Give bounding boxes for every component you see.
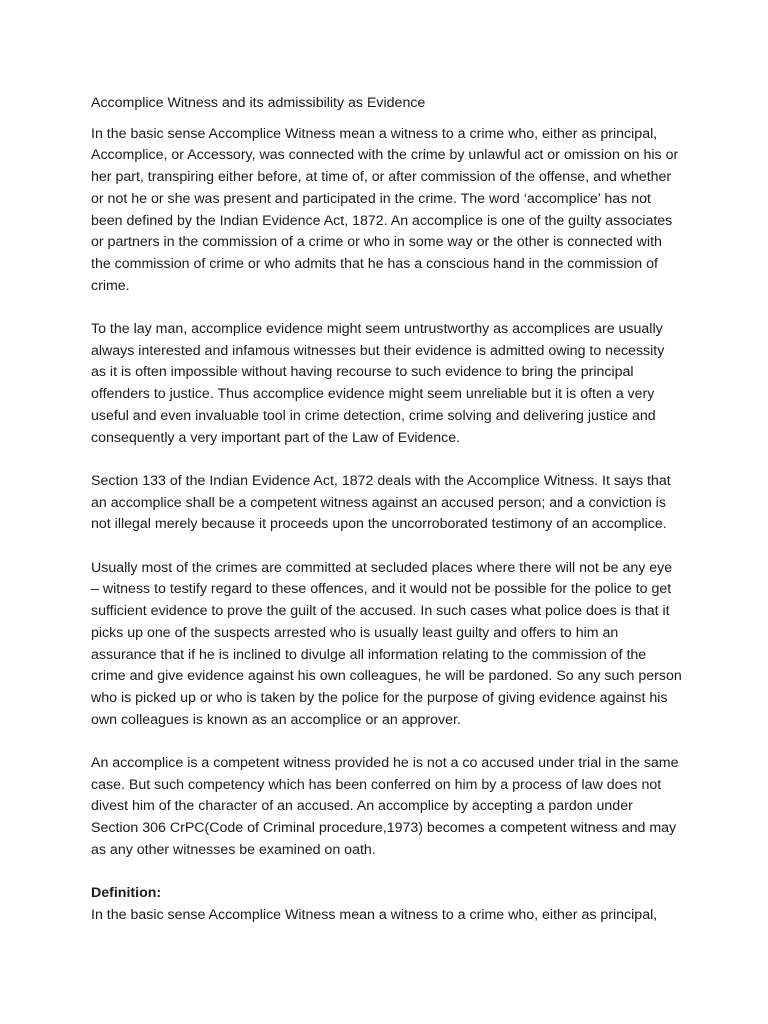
document-title: Accomplice Witness and its admissibility as Evidence xyxy=(91,95,426,111)
paragraph-competent-witness: An accomplice is a competent witness provided he is not a co accused under trial in the same case. But such competency which has been conferred on him by a process of law does not divest him of the character of an accused. An accomplice by accepting a pardon under Section 306 CrPC(Code of Criminal procedure,1973) becomes a competent witness and may as any other witnesses be examined on oath. xyxy=(91,755,679,858)
paragraph-accomplice-meaning: In the basic sense Accomplice Witness mean a witness to a crime who, either as principal, Accomplice, or Accessory, was connected with the crime by unlawful act or omission on his or her part, transpiring either before, at time of, or after commission of the offense, and whether or not he or she was present and participated in the crime. The word ‘accomplice’ has not been defined by the Indian Evidence Act, 1872. An accomplice is one of the guilty associates or partners in the commission of a crime or who in some way or the other is connected with the commission of crime or who admits that he has a conscious hand in the commission of crime. xyxy=(91,125,679,294)
paragraph-section-133: Section 133 of the Indian Evidence Act, 1872 deals with the Accomplice Witness. It says that an accomplice shall be a competent witness against an accused person; and a conviction is not illegal merely because it proceeds upon the uncorroborated testimony of an accomplice. xyxy=(91,472,671,533)
paragraph-lay-man-view: To the lay man, accomplice evidence might seem untrustworthy as accomplices are usually always interested and infamous witnesses but their evidence is admitted owing to necessity as it is often impossible without having recourse to such evidence to bring the principal offenders to justice. Thus accomplice evidence might seem unreliable but it is often a very useful and even invaluable tool in crime detection, crime solving and delivering justice and consequently a very important part of the Law of Evidence. xyxy=(91,321,665,446)
definition-text: In the basic sense Accomplice Witness mean a witness to a crime who, either as principal, xyxy=(91,906,658,923)
paragraph-secluded-crimes: Usually most of the crimes are committed at secluded places where there will not be any eye – witness to testify regard to these offences, and it would not be possible for the police to get sufficient evidence to prove the guilt of the accused. In such cases what police does is that it picks up one of the suspects arrested who is usually least guilty and offers to him an assurance that if he is inclined to divulge all information relating to the commission of the crime and give evidence against his own colleagues, he will be pardoned. So any such person who is picked up or who is taken by the police for the purpose of giving evidence against his own colleagues is known as an accomplice or an approver. xyxy=(91,559,682,728)
definition-heading: Definition: xyxy=(91,885,162,902)
document-body xyxy=(91,93,683,927)
